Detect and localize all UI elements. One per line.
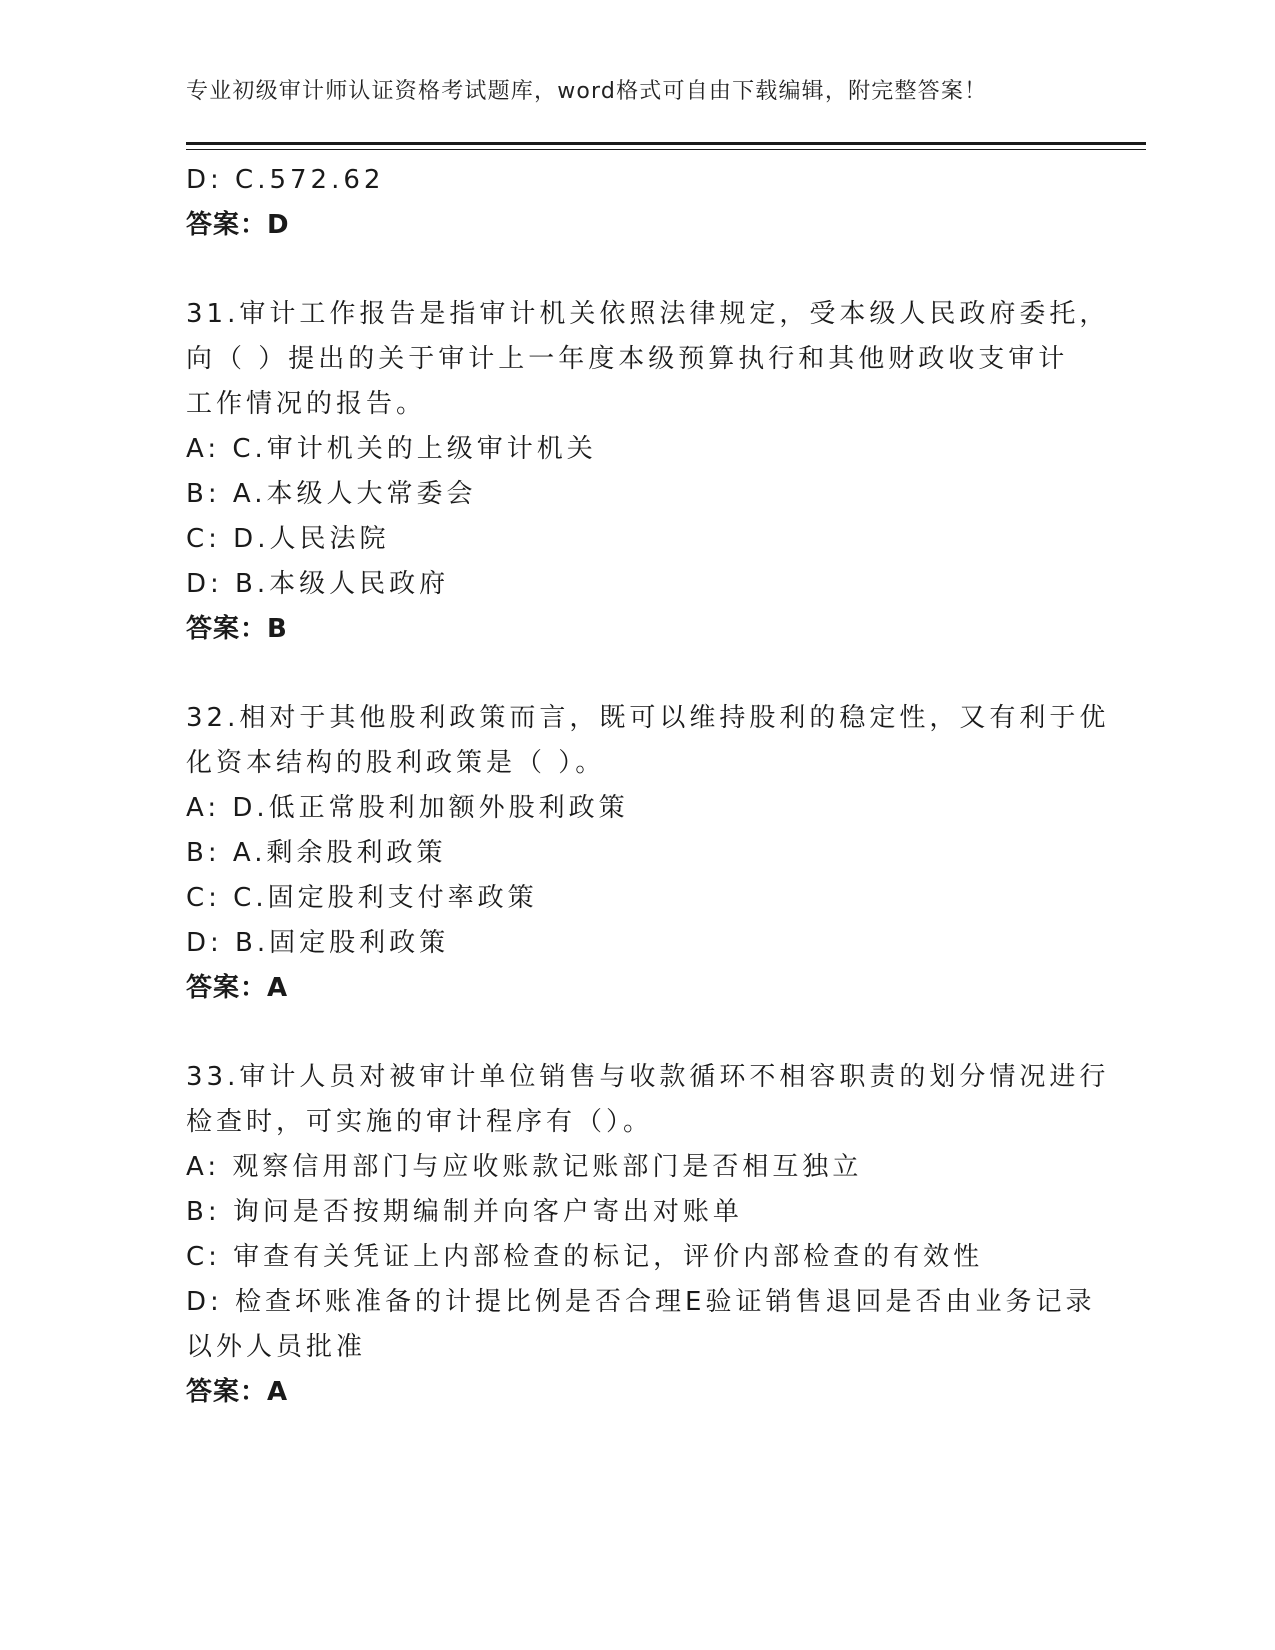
header-rule-thick [186,142,1146,145]
option-c: C: D.人民法院 [186,524,390,554]
question-32 [186,696,1110,1011]
option-b: B: 询问是否按期编制并向客户寄出对账单 [186,1197,743,1227]
option-d-continued: 以外人员批准 [186,1332,367,1362]
page-header: 专业初级审计师认证资格考试题库，word格式可自由下载编辑，附完整答案！ [186,79,988,104]
question-text-line: 工作情况的报告。 [186,389,427,419]
question-text-line: 检查时，可实施的审计程序有（）。 [186,1107,654,1137]
option-b: B: A.剩余股利政策 [186,838,447,868]
option-b: B: A.本级人大常委会 [186,479,477,509]
header-rule-thin [186,149,1146,150]
question-text-line: 化资本结构的股利政策是（ ）。 [186,748,606,778]
option-a: A: C.审计机关的上级审计机关 [186,434,597,464]
answer: 答案：A [186,973,289,1003]
answer: 答案：A [186,1377,289,1407]
question-text-line: 33.审计人员对被审计单位销售与收款循环不相容职责的划分情况进行 [186,1062,1110,1092]
option-a: A: 观察信用部门与应收账款记账部门是否相互独立 [186,1152,863,1182]
prev-option-d: D: C.572.62 [186,165,385,195]
question-text-line: 向（ ）提出的关于审计上一年度本级预算执行和其他财政收支审计 [186,344,1069,374]
document-body [186,158,1110,1415]
option-d: D: B.固定股利政策 [186,928,450,958]
option-a: A: D.低正常股利加额外股利政策 [186,793,629,823]
question-text-line: 31.审计工作报告是指审计机关依照法律规定，受本级人民政府委托， [186,299,1110,329]
question-33 [186,1055,1110,1415]
prev-answer: 答案：D [186,210,290,240]
question-31 [186,292,1110,652]
option-d: D: 检查坏账准备的计提比例是否合理E验证销售退回是否由业务记录 [186,1287,1096,1317]
option-d: D: B.本级人民政府 [186,569,450,599]
option-c: C: 审查有关凭证上内部检查的标记，评价内部检查的有效性 [186,1242,984,1272]
question-text-line: 32.相对于其他股利政策而言，既可以维持股利的稳定性，又有利于优 [186,703,1110,733]
option-c: C: C.固定股利支付率政策 [186,883,538,913]
answer: 答案：B [186,614,288,644]
